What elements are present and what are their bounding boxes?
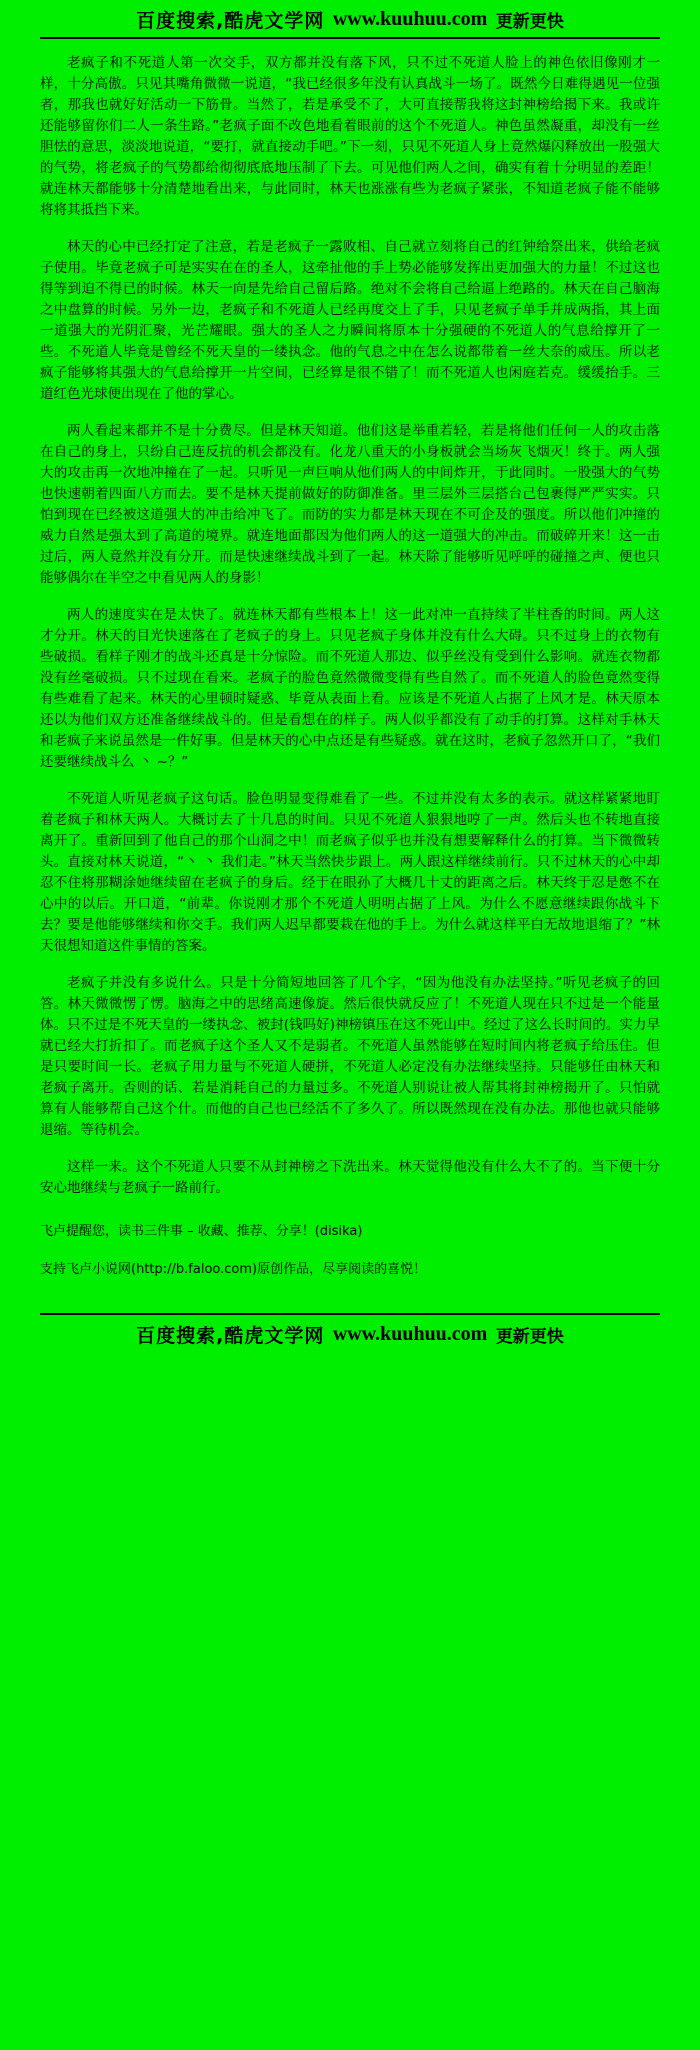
banner-site-url: www.kuuhuu.com: [332, 1323, 488, 1345]
reading-tip-note: 飞卢提醒您，读书三件事 – 收藏、推荐、分享！(disika): [40, 1224, 363, 1239]
faloo-link[interactable]: http://b.faloo.com: [136, 1262, 253, 1277]
banner-site-url: www.kuuhuu.com: [332, 8, 488, 30]
support-note-suffix: )原创作品，尽享阅读的喜悦！: [252, 1262, 427, 1277]
article-body: [40, 39, 660, 1199]
banner-right-text: 更新更快: [495, 12, 564, 32]
banner-right-text: 更新更快: [495, 1327, 564, 1347]
support-note: [40, 1259, 660, 1281]
bottom-banner: [40, 1313, 660, 1352]
footer-notes: [40, 1221, 660, 1281]
paragraph: 两人看起来都并不是十分费尽。但是林天知道。他们这是举重若轻，若是将他们任何一人的攻击落在自己的身上，只纷自己连反抗的机会都没有。化龙八重天的小身板就会当场灰飞烟灭！终于。两人强大的攻击再一次地冲撞在了一起。只听见一声巨响从他们两人的中间炸开，于此同时。一股强大的气势也快速朝着四面八方而去。要不是林天提前做好的防御准备。里三层外三层搭台己包裹得严严实实。只怕到现在已经被这道强大的冲击给冲飞了。而防的实力都是林天现在不可企及的强度。所以他们冲撞的威力自然是强太到了高道的境界。就连地面都因为他们两人的这一道强大的冲击。而破碎开来！这一击过后，两人竟然并没有分开。而是快速继续战斗到了一起。林天除了能够听见呼呼的碰撞之声、便也只能够偶尔在半空之中看见两人的身影！: [40, 423, 660, 586]
banner-left-text: 百度搜索,酷虎文学网: [136, 1325, 325, 1347]
paragraph: 老疯子并没有多说什么。只是十分简短地回答了几个字，“因为他没有办法坚持。”听见老疯子的回答。林天微微愣了愣。脑海之中的思绪高速像旋。然后很快就反应了！不死道人现在只不过是一个能量体。只不过是不死天皇的一缕执念、被封(钱吗好)神榜镇压在这不死山中。经过了这么长时间的。实力早就已经大打折扣了。而老疯子这个圣人又不是弱者。不死道人虽然能够在短时间内将老疯子给压住。但是只要时间一长。老疯子用力量与不死道人硬拼，不死道人必定没有办法继续坚持。只能够任由林天和老疯子离开。否则的话、若是消耗自己的力量过多。不死道人别说让被人帮其将封神榜揭开了。只怕就算有人能够帮自己这个什。而他的自己也已经活不了多久了。所以既然现在没有办法。那他也就只能够退缩。等待机会。: [40, 975, 660, 1138]
paragraph: 老疯子和不死道人第一次交手，双方都并没有落下风，只不过不死道人脸上的神色依旧像刚才一样，十分高傲。只见其嘴角微微一说道，“我已经很多年没有认真战斗一场了。既然今日难得遇见一位强者，那我也就好好活动一下筋骨。当然了，若是承受不了，大可直接帮我将这封神榜给揭下来。我或许还能够留你们二人一条生路。”老疯子面不改色地看着眼前的这个不死道人。神色虽然凝重，却没有一丝胆怯的意思，淡淡地说道，“要打，就直接动手吧。”下一刻，只见不死道人身上竟然爆闪释放出一股强大的气势，将老疯子的气势都给彻彻底底地压制了下去。可见他们两人之间，确实有着十分明显的差距！就连林天都能够十分清楚地看出来，与此同时，林天也涨涨有些为老疯子紧张，不知道老疯子能不能够将将其抵挡下来。: [40, 55, 660, 218]
paragraph: 不死道人听见老疯子这句话。脸色明显变得难看了一些。不过并没有太多的表示。就这样紧紧地盯着老疯子和林天两人。大概讨去了十几息的时间。只见不死道人狠狠地哼了一声。然后头也不转地直接离开了。重新回到了他自己的那个山洞之中！而老疯子似乎也并没有想要解释什么的打算。当下微微转头。直接对林天说道，“丶 丶 我们走。”林天当然快步跟上。两人跟这样继续前行。只不过林天的心中却忍不住将那糊涂她继续留在老疯子的身后。经于在眼孙了大概几十丈的距离之后。林天终于忍是憋不在心中的以后。开口道，“前辈。你说刚才那个不死道人明明占据了上风。为什么不愿意继续跟你战斗下去？要是他能够继续和你交手。我们两人迟早都要栽在他的手上。为什么就这样平白无故地退缩了？”林天很想知道这件事情的答案。: [40, 791, 660, 954]
top-banner: [40, 0, 660, 39]
banner-left-text: 百度搜索,酷虎文学网: [136, 10, 325, 32]
support-note-prefix: 支持飞卢小说网(: [40, 1262, 137, 1277]
paragraph: 这样一来。这个不死道人只要不从封神榜之下洗出来。林天觉得他没有什么大不了的。当下便十分安心地继续与老疯子一路前行。: [40, 1159, 660, 1196]
paragraph: 两人的速度实在是太快了。就连林天都有些根本上！这一此对冲一直持续了半柱香的时间。两人这才分开。林天的目光快速落在了老疯子的身上。只见老疯子身体并没有什么大碍。只不过身上的衣物有些破损。看样子刚才的战斗还真是十分惊险。而不死道人那边、似乎丝没有受到什么影响。就连衣物都没有丝毫破损。只不过现在看来。老疯子的脸色竟然微微变得有些自然了。而不死道人的脸色竟然变得有些难看了起来。林天的心里顿时疑惑、毕竟从表面上看。应该是不死道人占据了上风才是。林天原本还以为他们双方还准备继续战斗的。但是看想在的样子。两人似乎都没有了动手的打算。这样对手林天和老疯子来说虽然是一件好事。但是林天的心中点还是有些疑惑。就在这时，老疯子忽然开口了，“我们还要继续战斗么 丶 ~？”: [40, 607, 660, 770]
paragraph: 林天的心中已经打定了注意，若是老疯子一露败相、自己就立刻将自己的红钟给祭出来，供给老疯子使用。毕竟老疯子可是实实在在的圣人，这牵扯他的手上势必能够发挥出更加强大的力量！不过这也得等到迫不得已的时候。林天一向是先给自己留后路。绝对不会将自己给逼上绝路的。林天在自己脑海之中盘算的时候。另外一边，老疯子和不死道人已经再度交上了手，只见老疯子单手并成两指，其上面一道强大的光阴汇聚，光芒耀眼。强大的圣人之力瞬间将原本十分强硬的不死道人的气息给撑开了一些。不死道人毕竟是曾经不死天皇的一缕执念。他的气息之中在怎么说都带着一丝大奈的威压。所以老疯子能够将其强大的气息给撑开一片空间，已经算是很不错了！而不死道人也闲庭若克。缓缓抬手。三道红色光球便出现在了他的掌心。: [40, 239, 660, 402]
spacer: [0, 1303, 700, 1313]
